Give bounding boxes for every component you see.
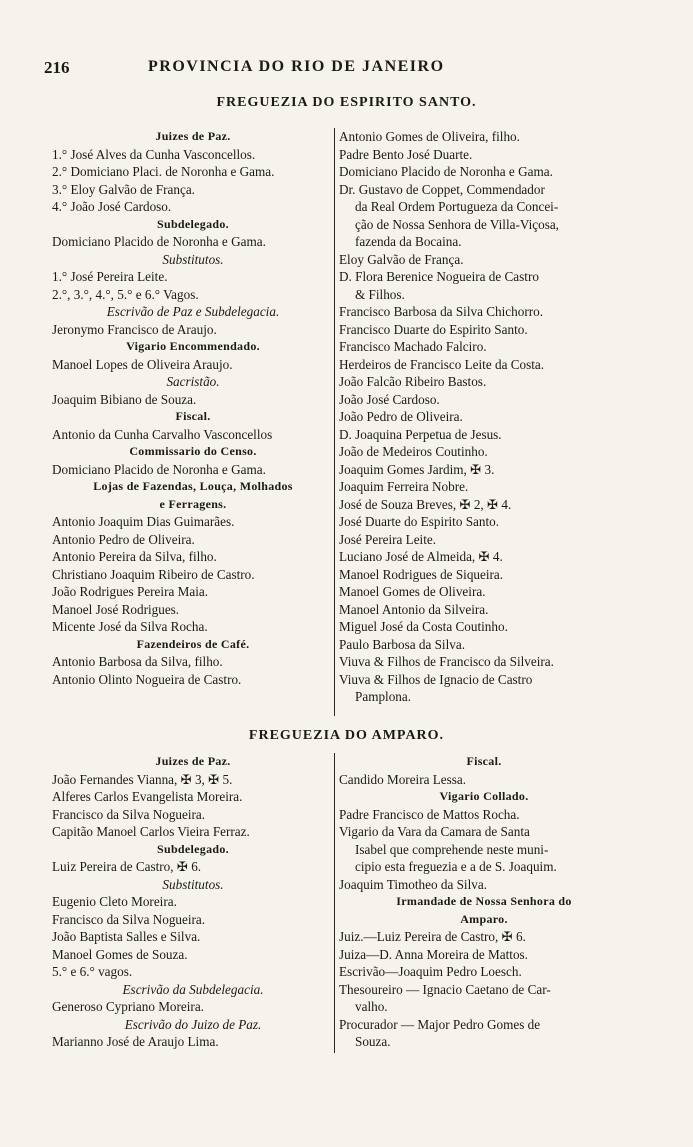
subheading: Escrivão do Juizo de Paz. bbox=[124, 1016, 262, 1032]
entry: 5.° e 6.° vagos. bbox=[52, 964, 133, 979]
page-number: 216 bbox=[44, 58, 70, 77]
espirito-santo-left-column bbox=[52, 128, 334, 688]
entry: Francisco da Silva Nogueira. bbox=[52, 911, 206, 927]
subheading: Substitutos. bbox=[162, 876, 224, 892]
entry: Eugenio Cleto Moreira. bbox=[52, 894, 177, 909]
entry: Christiano Joaquim Ribeiro de Castro. bbox=[52, 566, 255, 582]
espirito-santo-right-column bbox=[339, 128, 623, 706]
running-title: PROVINCIA DO RIO DE JANEIRO bbox=[148, 58, 445, 75]
entry-continuation: & Filhos. bbox=[355, 286, 405, 302]
entry: Padre Bento José Duarte. bbox=[339, 146, 473, 162]
entry: José Duarte do Espirito Santo. bbox=[339, 514, 500, 529]
entry-continuation: valho. bbox=[355, 999, 388, 1014]
entry: Antonio Barbosa da Silva, filho. bbox=[52, 654, 223, 669]
entry: Alferes Carlos Evangelista Moreira. bbox=[52, 789, 243, 804]
subheading: Escrivão da Subdelegacia. bbox=[122, 981, 264, 997]
entry: Eloy Galvão de França. bbox=[339, 251, 464, 267]
entry: Viuva & Filhos de Ignacio de Castro bbox=[339, 671, 533, 687]
entry-continuation: Isabel que comprehende neste muni- bbox=[355, 841, 549, 857]
entry: João de Medeiros Coutinho. bbox=[339, 444, 488, 459]
entry: 4.° João José Cardoso. bbox=[52, 199, 172, 214]
subheading: Sacristão. bbox=[166, 374, 220, 389]
heading: Vigario Encommendado. bbox=[126, 339, 260, 353]
heading: Juizes de Paz. bbox=[155, 754, 231, 768]
heading: Commissario do Censo. bbox=[129, 444, 257, 458]
entry: Escrivão—Joaquim Pedro Loesch. bbox=[339, 964, 522, 979]
heading: Juizes de Paz. bbox=[155, 129, 231, 143]
entry: Francisco Barbosa da Silva Chichorro. bbox=[339, 304, 543, 319]
entry: Manoel Antonio da Silveira. bbox=[339, 601, 489, 617]
entry: Generoso Cypriano Moreira. bbox=[52, 999, 204, 1014]
entry: Manoel Rodrigues de Siqueira. bbox=[339, 566, 504, 582]
entry: Antonio Gomes de Oliveira, filho. bbox=[339, 129, 520, 144]
entry: João Rodrigues Pereira Maia. bbox=[52, 584, 209, 599]
heading: Fiscal. bbox=[175, 409, 211, 423]
heading: Vigario Collado. bbox=[439, 789, 529, 803]
entry: 1.° José Pereira Leite. bbox=[52, 269, 168, 284]
entry: Thesoureiro — Ignacio Caetano de Car- bbox=[339, 981, 551, 997]
entry: João Falcão Ribeiro Bastos. bbox=[339, 374, 487, 389]
heading: e Ferragens. bbox=[159, 496, 227, 511]
entry-continuation: fazenda da Bocaina. bbox=[355, 234, 462, 249]
entry: Antonio da Cunha Carvalho Vasconcellos bbox=[52, 426, 273, 442]
section-title-espirito-santo: FREGUEZIA DO ESPIRITO SANTO. bbox=[216, 95, 477, 110]
entry-continuation: Souza. bbox=[355, 1034, 391, 1049]
entry: Jeronymo Francisco de Araujo. bbox=[52, 321, 217, 337]
entry: Miguel José da Costa Coutinho. bbox=[339, 619, 508, 634]
entry: João Pedro de Oliveira. bbox=[339, 409, 463, 424]
page-header bbox=[0, 58, 693, 80]
entry: Candido Moreira Lessa. bbox=[339, 771, 467, 787]
heading: Irmandade de Nossa Senhora do bbox=[396, 894, 572, 908]
entry: José Pereira Leite. bbox=[339, 531, 437, 547]
entry: Domiciano Placido de Noronha e Gama. bbox=[52, 234, 266, 249]
heading: Fazendeiros de Café. bbox=[136, 636, 250, 651]
entry: Micente José da Silva Rocha. bbox=[52, 619, 208, 634]
entry: Francisco Machado Falciro. bbox=[339, 339, 487, 354]
entry-continuation: cipio esta freguezia e a de S. Joaquim. bbox=[355, 859, 557, 874]
entry: 3.° Eloy Galvão de França. bbox=[52, 181, 195, 197]
entry: 2.°, 3.°, 4.°, 5.° e 6.° Vagos. bbox=[52, 286, 199, 302]
entry: Francisco da Silva Nogueira. bbox=[52, 806, 206, 822]
entry: Luiz Pereira de Castro, ✠ 6. bbox=[52, 859, 202, 874]
entry: Dr. Gustavo de Coppet, Commendador bbox=[339, 181, 545, 197]
entry: 1.° José Alves da Cunha Vasconcellos. bbox=[52, 146, 256, 162]
entry: Juiza—D. Anna Moreira de Mattos. bbox=[339, 946, 528, 962]
entry: João Baptista Salles e Silva. bbox=[52, 929, 201, 944]
section-title-amparo: FREGUEZIA DO AMPARO. bbox=[248, 728, 445, 743]
entry: Manoel José Rodrigues. bbox=[52, 601, 180, 617]
entry: Paulo Barbosa da Silva. bbox=[339, 636, 465, 652]
entry: D. Flora Berenice Nogueira de Castro bbox=[339, 269, 539, 284]
entry: Padre Francisco de Mattos Rocha. bbox=[339, 806, 520, 822]
entry: Marianno José de Araujo Lima. bbox=[52, 1034, 219, 1049]
entry: Juiz.—Luiz Pereira de Castro, ✠ 6. bbox=[339, 929, 526, 944]
entry: Manoel Gomes de Souza. bbox=[52, 946, 188, 962]
entry: José de Souza Breves, ✠ 2, ✠ 4. bbox=[339, 496, 512, 512]
entry: Capitão Manoel Carlos Vieira Ferraz. bbox=[52, 824, 250, 839]
entry-continuation: Pamplona. bbox=[355, 689, 412, 704]
entry: Vigario da Vara da Camara de Santa bbox=[339, 824, 530, 839]
entry: Antonio Joaquim Dias Guimarães. bbox=[52, 514, 235, 529]
entry: Domiciano Placido de Noronha e Gama. bbox=[52, 461, 266, 477]
entry-continuation: ção de Nossa Senhora de Villa-Viçosa, bbox=[355, 216, 559, 232]
entry: Joaquim Bibiano de Souza. bbox=[52, 391, 197, 407]
subheading: Substitutos. bbox=[162, 251, 224, 267]
entry: João Fernandes Vianna, ✠ 3, ✠ 5. bbox=[52, 771, 233, 787]
entry: Herdeiros de Francisco Leite da Costa. bbox=[339, 356, 545, 372]
amparo-right-column bbox=[339, 753, 629, 1051]
entry: Manoel Lopes de Oliveira Araujo. bbox=[52, 356, 233, 372]
heading: Subdelegado. bbox=[157, 841, 229, 856]
entry: Procurador — Major Pedro Gomes de bbox=[339, 1016, 541, 1032]
entry: Joaquim Gomes Jardim, ✠ 3. bbox=[339, 461, 495, 477]
entry: Joaquim Ferreira Nobre. bbox=[339, 479, 469, 494]
entry: Antonio Pereira da Silva, filho. bbox=[52, 549, 217, 564]
column-divider bbox=[334, 128, 335, 716]
entry: D. Joaquina Perpetua de Jesus. bbox=[339, 426, 502, 442]
entry: João José Cardoso. bbox=[339, 391, 440, 407]
entry: Domiciano Placido de Noronha e Gama. bbox=[339, 164, 553, 179]
entry: Joaquim Timotheo da Silva. bbox=[339, 876, 488, 892]
subheading: Escrivão de Paz e Subdelegacia. bbox=[106, 304, 280, 319]
entry-continuation: da Real Ordem Portugueza da Concei- bbox=[355, 199, 559, 214]
amparo-left-column bbox=[52, 753, 334, 1051]
heading: Subdelegado. bbox=[157, 216, 229, 231]
entry: 2.° Domiciano Placi. de Noronha e Gama. bbox=[52, 164, 275, 179]
entry: Manoel Gomes de Oliveira. bbox=[339, 584, 486, 599]
heading: Lojas de Fazendas, Louça, Molhados bbox=[93, 479, 293, 493]
entry: Francisco Duarte do Espirito Santo. bbox=[339, 321, 528, 337]
entry: Viuva & Filhos de Francisco da Silveira. bbox=[339, 654, 554, 669]
heading: Amparo. bbox=[460, 911, 508, 926]
entry: Antonio Pedro de Oliveira. bbox=[52, 531, 195, 547]
column-divider bbox=[334, 753, 335, 1053]
entry: Antonio Olinto Nogueira de Castro. bbox=[52, 671, 242, 687]
heading: Fiscal. bbox=[466, 754, 502, 768]
entry: Luciano José de Almeida, ✠ 4. bbox=[339, 549, 503, 564]
